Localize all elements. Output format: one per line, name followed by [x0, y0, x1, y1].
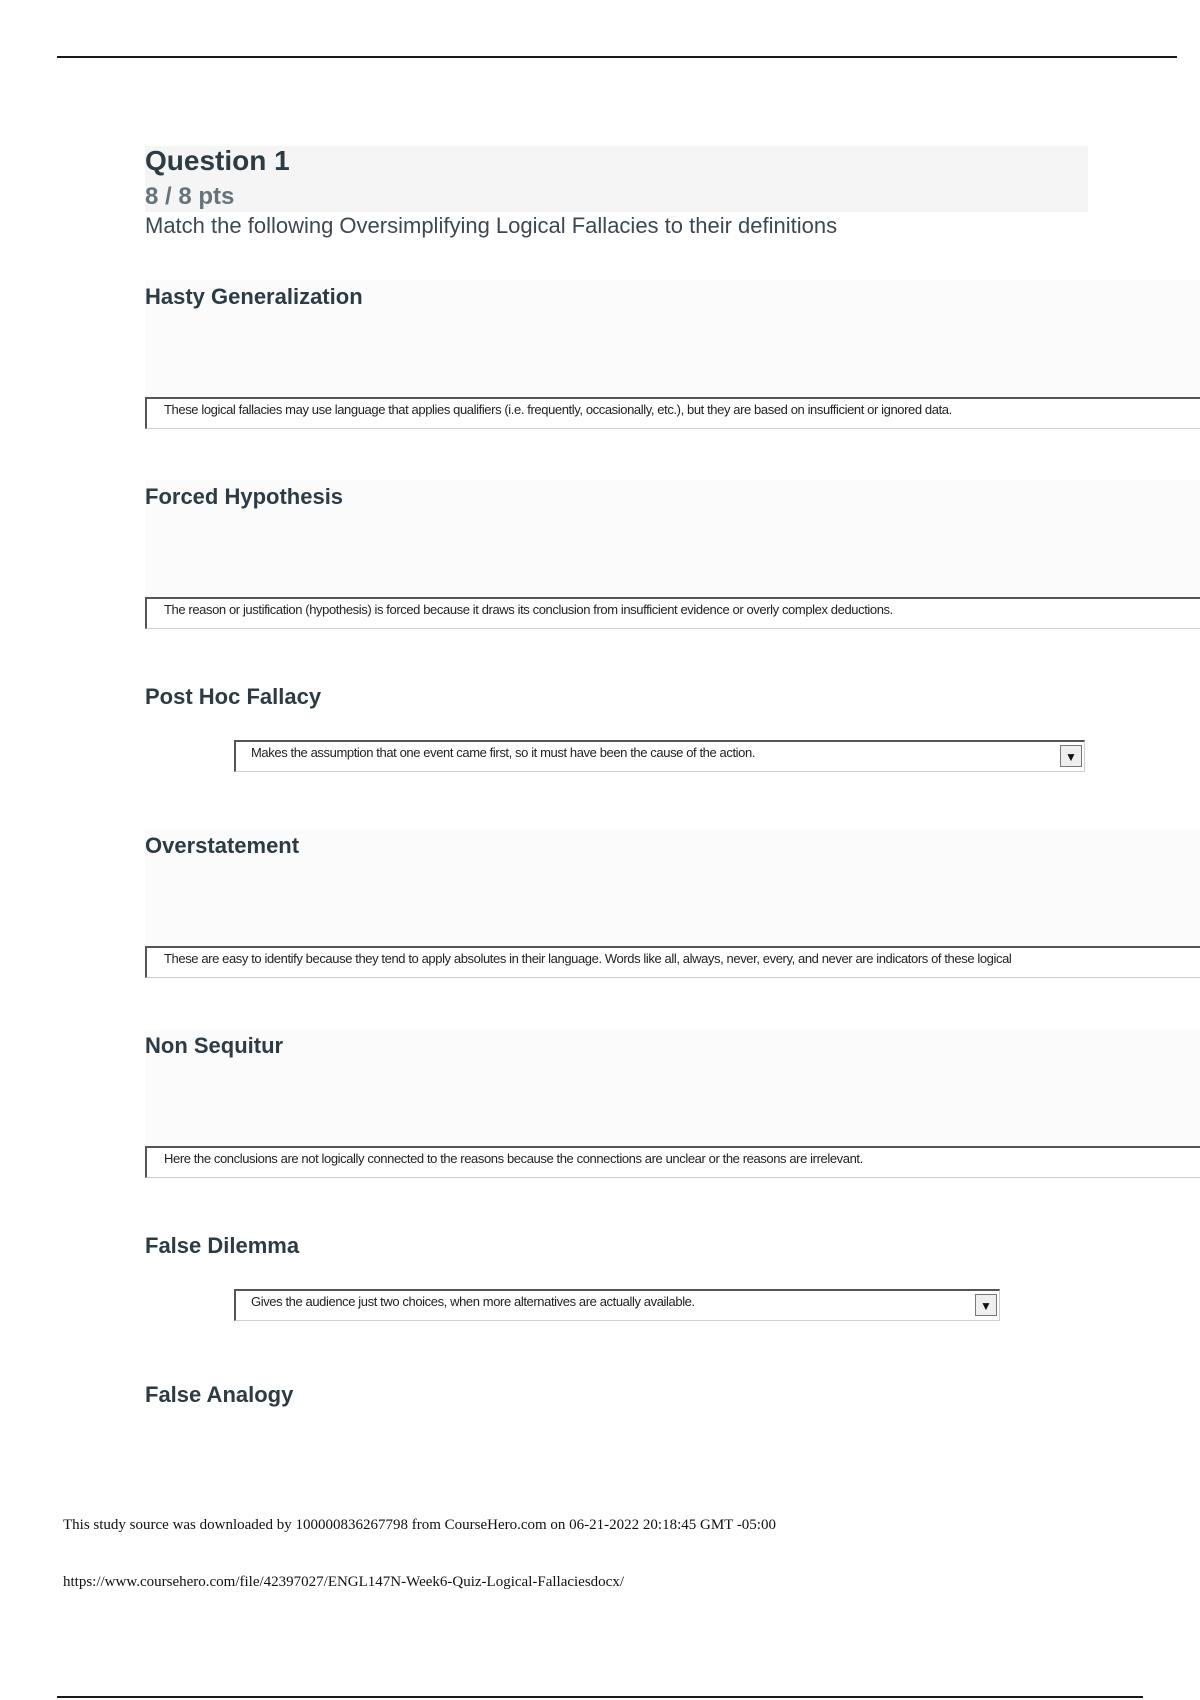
bottom-divider: [57, 1696, 1143, 1698]
term-false-dilemma: False Dilemma: [145, 1233, 300, 1258]
download-source-note: This study source was downloaded by 100000836267798 from CourseHero.com on 06-21-2022 20:18:45 GMT -05:00: [63, 1517, 776, 1533]
term-hasty-generalization: Hasty Generalization: [145, 284, 363, 309]
top-divider: [57, 56, 1177, 58]
question-title: Question 1: [145, 145, 290, 176]
answer-hasty-generalization: These logical fallacies may use language that applies qualifiers (i.e. frequently, occasionally, etc.), but they are based on insufficient or ignored data.: [145, 397, 1200, 429]
dropdown-arrow-icon[interactable]: ▼: [975, 1294, 997, 1316]
term-forced-hypothesis: Forced Hypothesis: [145, 484, 344, 509]
selected-answer-text: Makes the assumption that one event came first, so it must have been the cause of the action.: [251, 745, 756, 760]
answer-overstatement: These are easy to identify because they tend to apply absolutes in their language. Words like all, always, never, every, and never are indicators of these logical: [145, 946, 1200, 978]
answer-select-false-dilemma[interactable]: [234, 1289, 1000, 1321]
term-false-analogy: False Analogy: [145, 1382, 294, 1407]
question-prompt: Match the following Oversimplifying Logical Fallacies to their definitions: [145, 213, 838, 238]
source-url[interactable]: https://www.coursehero.com/file/42397027/ENGL147N-Week6-Quiz-Logical-Fallaciesdocx/: [63, 1574, 624, 1590]
question-points: 8 / 8 pts: [145, 183, 235, 210]
answer-forced-hypothesis: The reason or justification (hypothesis) is forced because it draws its conclusion from insufficient evidence or overly complex deductions.: [145, 597, 1200, 629]
term-overstatement: Overstatement: [145, 833, 300, 858]
dropdown-arrow-icon[interactable]: ▼: [1060, 745, 1082, 767]
selected-answer-text: Gives the audience just two choices, when more alternatives are actually available.: [251, 1294, 695, 1309]
term-non-sequitur: Non Sequitur: [145, 1033, 284, 1058]
term-post-hoc-fallacy: Post Hoc Fallacy: [145, 684, 322, 709]
answer-non-sequitur: Here the conclusions are not logically connected to the reasons because the connections are unclear or the reasons are irrelevant.: [145, 1146, 1200, 1178]
answer-select-post-hoc-fallacy[interactable]: [234, 740, 1085, 772]
